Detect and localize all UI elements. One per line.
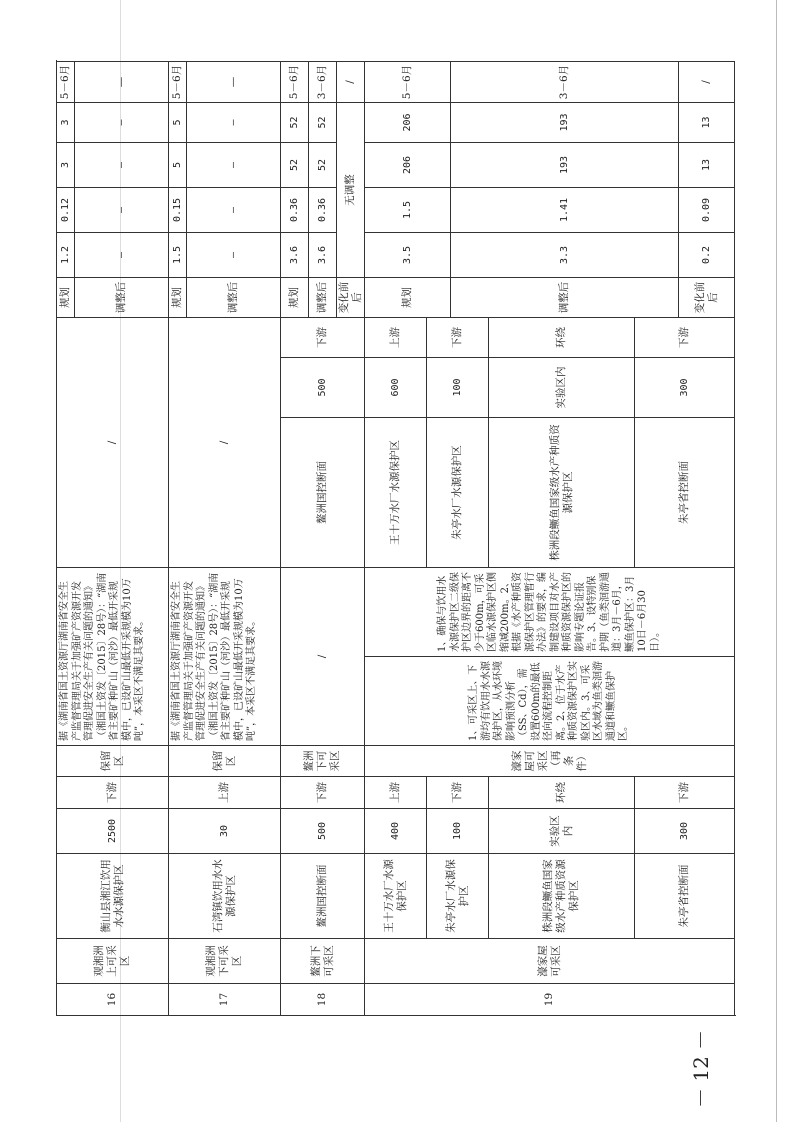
row-17-adj-1: — bbox=[187, 187, 281, 232]
row-17-adj-4: — bbox=[187, 61, 281, 102]
row-19-after-dist-3: 300 bbox=[635, 357, 735, 417]
row-18-number: 18 bbox=[281, 983, 365, 1015]
row-19-adj-1: 1.41 bbox=[451, 187, 679, 232]
row-17-type: 保留区 bbox=[169, 745, 281, 776]
row-17-adj-0: — bbox=[187, 232, 281, 277]
row-19-chg-3: 13 bbox=[679, 102, 735, 142]
row-18-after-protect: 鳌洲国控断面 bbox=[281, 417, 365, 567]
row-19-plan-label: 规划 bbox=[365, 277, 451, 317]
row-19-after-pos-0: 上游 bbox=[365, 317, 427, 357]
row-18-after-dist: 500 bbox=[281, 357, 365, 417]
row-19-type: 濠家屋可采区（再条件） bbox=[365, 745, 735, 776]
row-18-chg-last: / bbox=[337, 61, 365, 102]
row-19-after-protect-3: 朱亭省控断面 bbox=[635, 417, 735, 567]
page-number-area bbox=[688, 1029, 728, 1108]
row-18-dist: 500 bbox=[281, 808, 365, 853]
row-18-chg-text: 无调整 bbox=[337, 102, 365, 277]
row-19-protect-1: 朱亭水厂水源保护区 bbox=[427, 853, 489, 938]
row-19-pos-0: 上游 bbox=[365, 776, 427, 808]
row-18-adj-0: 3.6 bbox=[309, 232, 337, 277]
row-17-plan-3: 5 bbox=[169, 102, 187, 142]
row-19-area: 濠家屋可采区 bbox=[365, 938, 735, 983]
row-18-protect: 鳌洲国控断面 bbox=[281, 853, 365, 938]
row-19-plan-4: 5－6月 bbox=[365, 61, 451, 102]
page-number: － 12 － bbox=[689, 1029, 713, 1108]
row-19-adj-0: 3.3 bbox=[451, 232, 679, 277]
row-19-after-protect-0: 王十万水厂水源保护区 bbox=[365, 417, 427, 567]
row-18-plan-0: 3.6 bbox=[281, 232, 309, 277]
row-18-reason: / bbox=[281, 567, 365, 745]
row-19-chg-2: 13 bbox=[679, 142, 735, 187]
row-19-adj-3: 193 bbox=[451, 102, 679, 142]
row-16-pos: 下游 bbox=[57, 776, 169, 808]
row-18-plan-1: 0.36 bbox=[281, 187, 309, 232]
row-19-dist-3: 300 bbox=[635, 808, 735, 853]
row-17-after-protect: / bbox=[169, 317, 281, 567]
row-18-adj-label: 调整后 bbox=[309, 277, 337, 317]
row-17-number: 17 bbox=[169, 983, 281, 1015]
row-19-chg-4: / bbox=[679, 61, 735, 102]
row-19-plan-0: 3.5 bbox=[365, 232, 451, 277]
row-16-adj-3: — bbox=[75, 102, 169, 142]
row-19-pos-3: 环绕 bbox=[489, 776, 635, 808]
row-16-plan-0: 1.2 bbox=[57, 232, 75, 277]
row-17-plan-0: 1.5 bbox=[169, 232, 187, 277]
row-19-pos-1: 下游 bbox=[427, 776, 489, 808]
row-19-chg-0: 0.2 bbox=[679, 232, 735, 277]
row-19-protect-2: 株洲段鳜鱼国家级水产种质资源保护区 bbox=[489, 853, 635, 938]
row-19-plan-3: 206 bbox=[365, 102, 451, 142]
row-16-dist: 2500 bbox=[57, 808, 169, 853]
page-edge-right bbox=[776, 0, 777, 1122]
row-19-after-dist-1: 100 bbox=[427, 357, 489, 417]
row-18-plan-4: 5－6月 bbox=[281, 61, 309, 102]
row-16-adj-2: — bbox=[75, 142, 169, 187]
row-18-adj-3: 52 bbox=[309, 102, 337, 142]
row-16-adj-0: — bbox=[75, 232, 169, 277]
row-19-after-dist-0: 600 bbox=[365, 357, 427, 417]
row-16-area: 观湘洲上可采区 bbox=[57, 938, 169, 983]
row-16-adj-label: 调整后 bbox=[75, 277, 169, 317]
row-16-after-protect: / bbox=[57, 317, 169, 567]
row-19-pos-2: 实验区内 bbox=[489, 808, 635, 853]
row-19-chg-1: 0.09 bbox=[679, 187, 735, 232]
row-18-type: 鳌洲下可采区 bbox=[281, 745, 365, 776]
row-19-after-pos-1: 下游 bbox=[427, 317, 489, 357]
row-19-adj-2: 193 bbox=[451, 142, 679, 187]
row-16-plan-1: 0.12 bbox=[57, 187, 75, 232]
row-18-adj-2: 52 bbox=[309, 142, 337, 187]
row-19-reason: 1、可采区上、下游均有饮用水水源保护区，从水环境影响预测分析（SS、Cd），需设置600m的最低径向流程控制距离。2、位于水产种质资源保护区实验区内。3、可采区水域为鱼类洄游通道和鳜鱼保护区。 bbox=[365, 656, 735, 745]
row-16-protect: 衡山县湘江饮用水水源保护区 bbox=[57, 853, 169, 938]
row-19-after-pos-4: 下游 bbox=[635, 317, 735, 357]
row-18-after-pos: 下游 bbox=[281, 317, 365, 357]
row-16-plan-3: 3 bbox=[57, 102, 75, 142]
row-19-dist-1: 100 bbox=[427, 808, 489, 853]
row-16-type: 保留区 bbox=[57, 745, 169, 776]
row-16-adj-1: — bbox=[75, 187, 169, 232]
row-19-after-protect-1: 朱亭水厂水源保护区 bbox=[427, 417, 489, 567]
row-18-plan-2: 52 bbox=[281, 142, 309, 187]
row-17-adj-3: — bbox=[187, 102, 281, 142]
row-18-adj-1: 0.36 bbox=[309, 187, 337, 232]
row-18-area: 鳌洲下可采区 bbox=[281, 938, 365, 983]
row-18-adj-4: 3－6月 bbox=[309, 61, 337, 102]
row-17-adj-2: — bbox=[187, 142, 281, 187]
row-19-pos-4: 下游 bbox=[635, 776, 735, 808]
row-16-adj-4: — bbox=[75, 61, 169, 102]
data-table bbox=[56, 60, 736, 1016]
row-18-chg-label: 变化前后 bbox=[337, 277, 365, 317]
row-19-after-pos-2: 实验区内 bbox=[489, 357, 635, 417]
row-19-after-protect-2: 株洲段鳜鱼国家级水产种质资源保护区 bbox=[489, 417, 635, 567]
row-17-reason: 据《湖南省国土资源厅湖南省安全生产监督管理局关于加强矿产资源开发管理促进安全生产有关问题的通知》（湘国土资发〔2015〕28号）：“湖南省主要矿种矿山（河沙）最低开采规模中，已设矿山最低开采规模为10万吨”，本采区不满足其要求。 bbox=[169, 567, 281, 745]
row-16-plan-4: 5－6月 bbox=[57, 61, 75, 102]
row-19-adj-label: 调整后 bbox=[451, 277, 679, 317]
row-17-plan-1: 0.15 bbox=[169, 187, 187, 232]
row-19-plan-2: 206 bbox=[365, 142, 451, 187]
row-16-plan-2: 3 bbox=[57, 142, 75, 187]
row-17-plan-2: 5 bbox=[169, 142, 187, 187]
row-18-plan-label: 规划 bbox=[281, 277, 309, 317]
row-16-reason: 据《湖南省国土资源厅湖南省安全生产监督管理局关于加强矿产资源开发管理促进安全生产有关问题的通知》（湘国土资发〔2015〕28号）：“湖南省主要矿种矿山（河沙）最低开采规模中，已设矿山最低开采规模为10万吨”，本采区不满足其要求。 bbox=[57, 567, 169, 745]
row-17-plan-4: 5－6月 bbox=[169, 61, 187, 102]
row-17-pos: 上游 bbox=[169, 776, 281, 808]
row-18-plan-3: 52 bbox=[281, 102, 309, 142]
rotated-table bbox=[56, 60, 736, 1016]
row-16-plan-label: 规划 bbox=[57, 277, 75, 317]
row-19-protect-3: 朱亭省控断面 bbox=[635, 853, 735, 938]
row-16-number: 16 bbox=[57, 983, 169, 1015]
row-17-plan-label: 规划 bbox=[169, 277, 187, 317]
row-19-dist-0: 400 bbox=[365, 808, 427, 853]
row-19-adj-4: 3－6月 bbox=[451, 61, 679, 102]
row-19-after-pos-3: 环绕 bbox=[489, 317, 635, 357]
row-19-chg-label: 变化前后 bbox=[679, 277, 735, 317]
row-19-number: 19 bbox=[365, 983, 735, 1015]
row-19-plan-1: 1.5 bbox=[365, 187, 451, 232]
row-17-protect: 石湾镇饮用水水源保护区 bbox=[169, 853, 281, 938]
row-18-pos: 下游 bbox=[281, 776, 365, 808]
row-17-area: 观湘洲下可采区 bbox=[169, 938, 281, 983]
row-19-protect-0: 王十万水厂水源保护区 bbox=[365, 853, 427, 938]
row-19-measures: 1、确保与饮用水水源保护区二级保护区边界的距离不少于600m，可采区临水源保护区侧缩减200m。2、根据《水产种质资源保护区管理暂行办法》的要求，编制建设项目对水产种质资源保护区的影响专题论证报告。3、设特别保护期（鱼类洄游通道：3月－6月，鳜鱼保护区：3月10日－6月30日）。 bbox=[365, 567, 735, 656]
row-17-adj-label: 调整后 bbox=[187, 277, 281, 317]
row-17-dist: 30 bbox=[169, 808, 281, 853]
